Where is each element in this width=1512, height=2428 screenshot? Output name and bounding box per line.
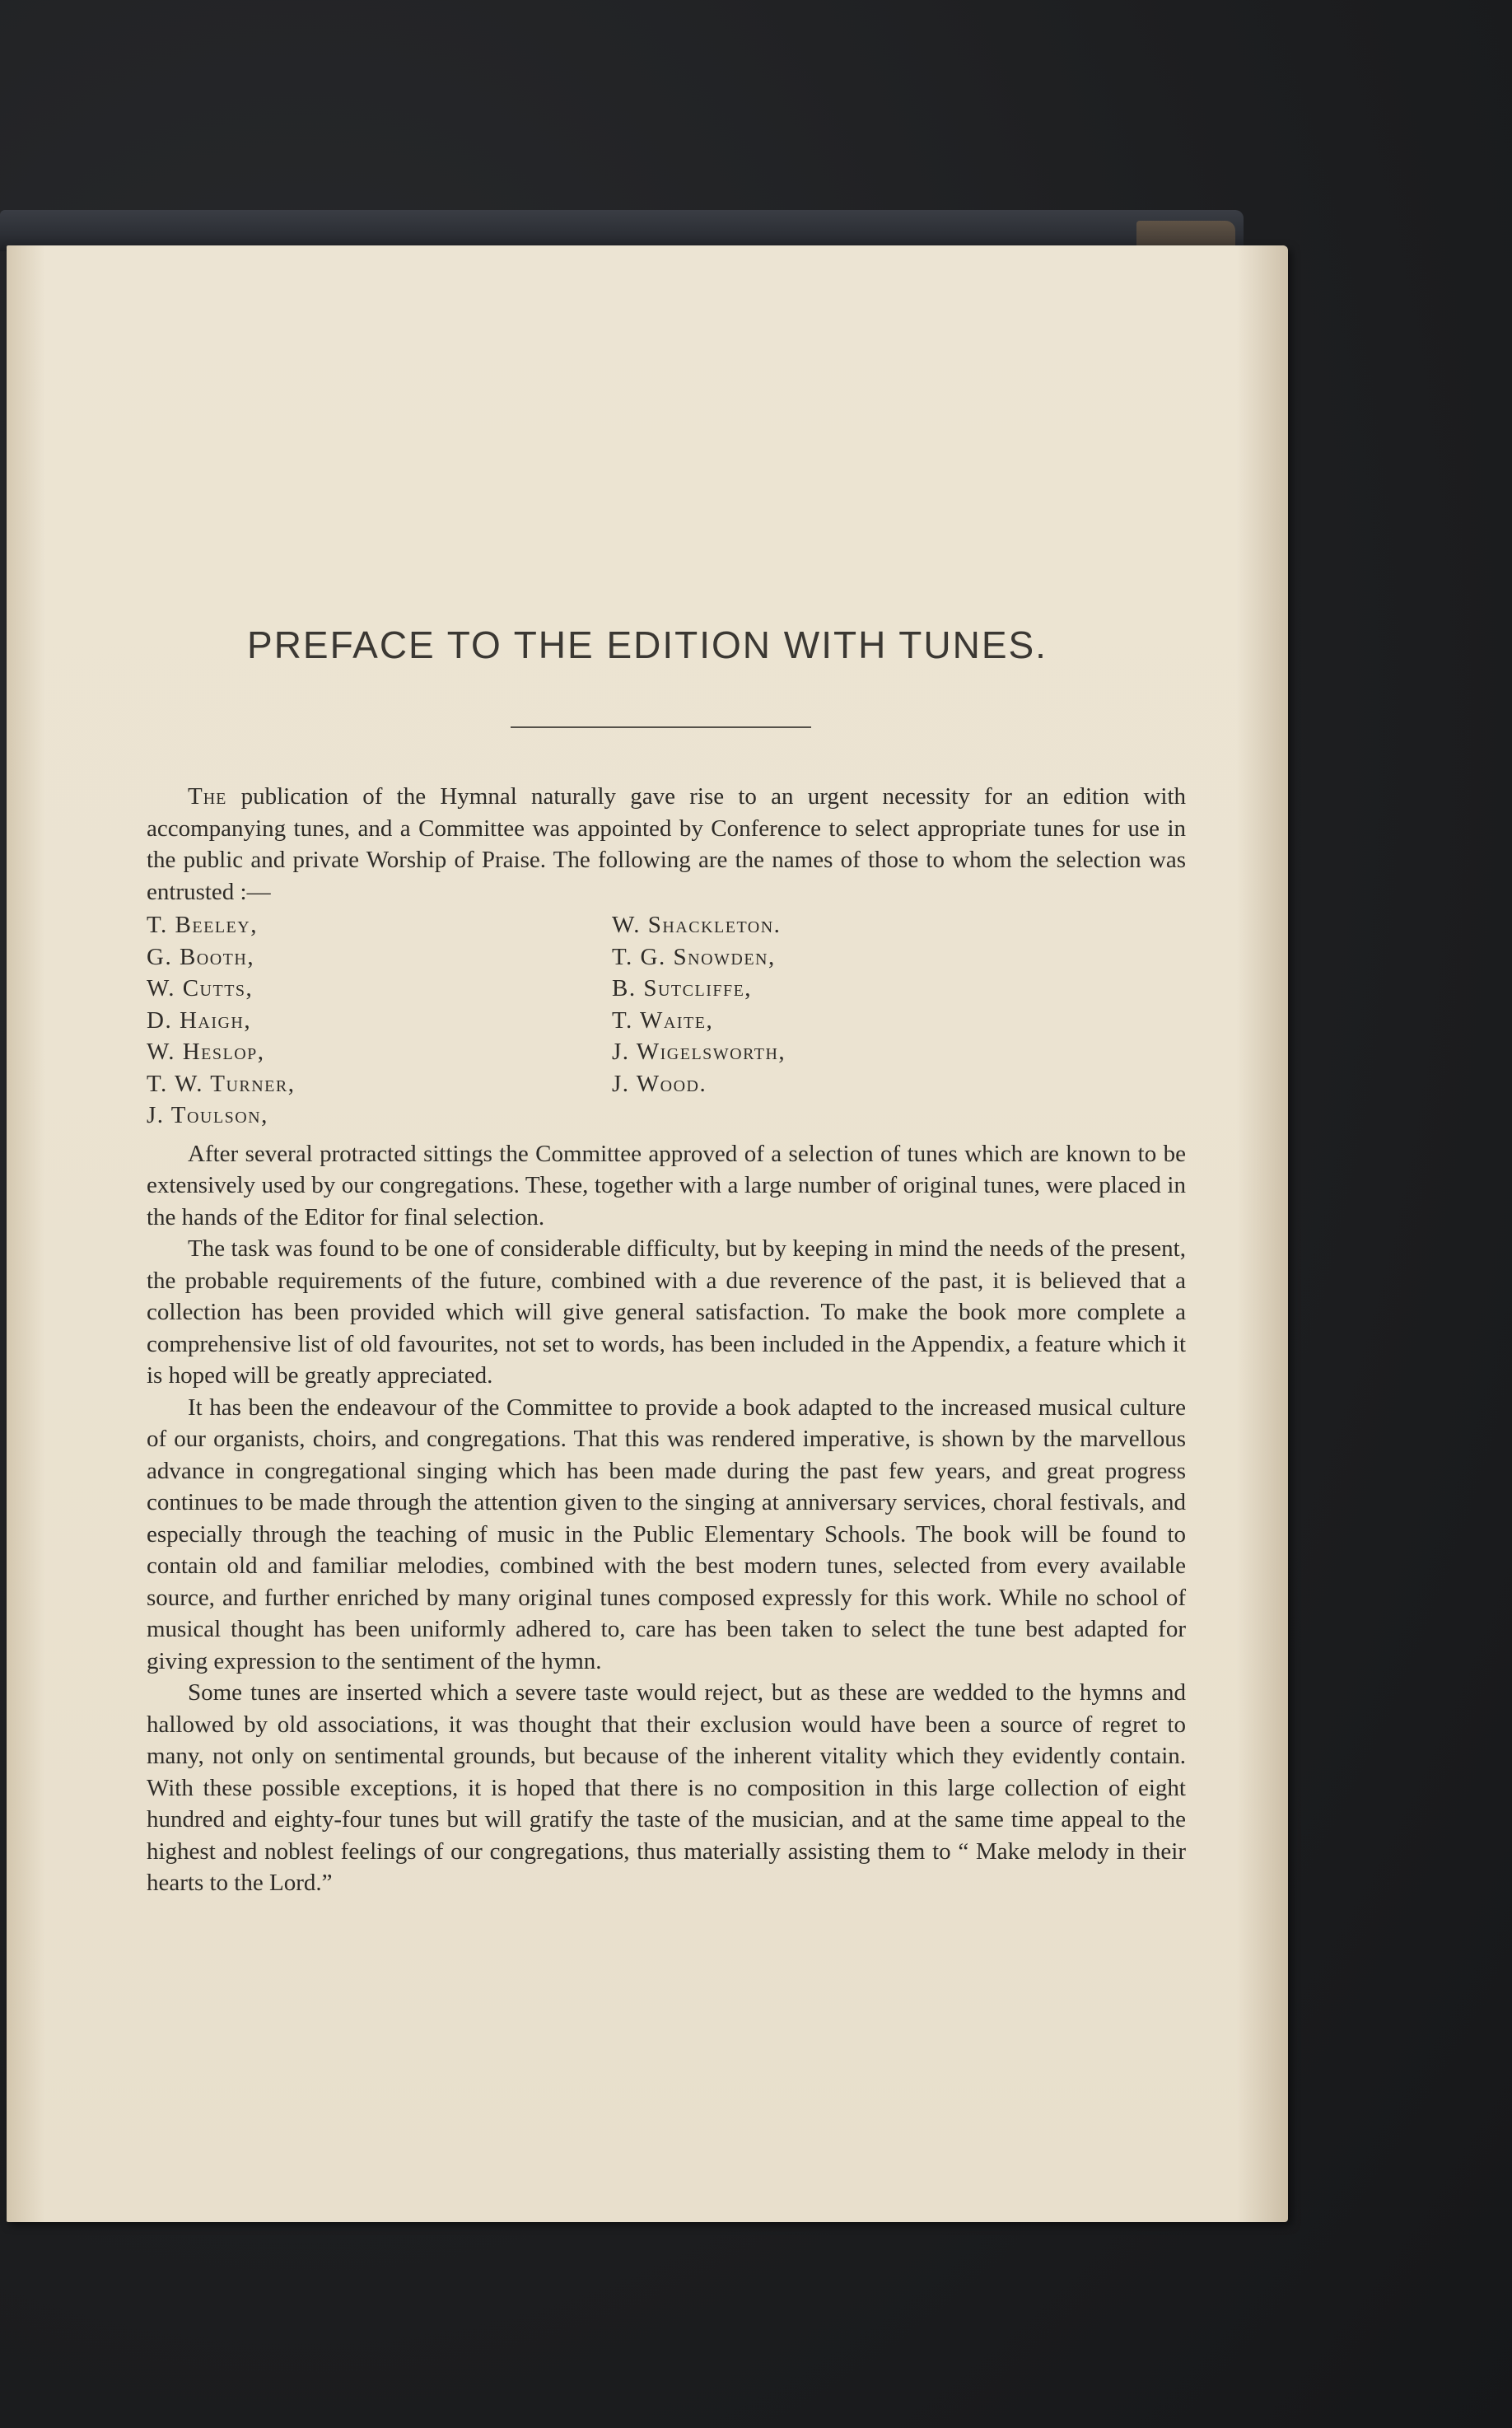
intro-paragraph [147,781,1186,908]
committee-member: G. Booth, [147,943,255,970]
committee-member: T. G. Snowden, [612,943,776,970]
intro-text: publication of the Hymnal naturally gave rise to an urgent necessity for an edition with accompanying tunes, and a Committee was appointed by Conference to select appropriate tunes for use in the public and private Worship of Praise. The following are the names of those to whom the selection was entrusted :— [147,783,1186,905]
book-spine-corner [1136,221,1235,245]
committee-member: D. Haigh, [147,1006,252,1034]
committee-member: J. Wood. [612,1070,707,1097]
body-paragraph: After several protracted sittings the Committee approved of a selection of tunes which are known to be extensively used by our congregations. These, together with a large number of original tunes, were placed in the hands of the Editor for final selection. [147,1140,1186,1230]
committee-member: B. Sutcliffe, [612,975,753,1002]
body-paragraph: It has been the endeavour of the Committee to provide a book adapted to the increased musical culture of our organists, choirs, and congregations. That this was rendered imperative, is shown by the marvellous advance in congregational singing which has been made during the past few years, and great progress continues to be made through the attention given to the singing at anniversary services, choral festivals, and especially through the teaching of music in the Public Elementary Schools. The book will be found to contain old and familiar melodies, combined with the best modern tunes, selected from every available source, and further enriched by many original tunes composed expressly for this work. While no school of musical thought has been uniformly adhered to, care has been taken to select the tune best adapted for giving expression to the sentiment of the hymn. [147,1394,1186,1674]
lead-word: The [188,783,227,810]
committee-column-left [147,909,612,1132]
committee-member: W. Cutts, [147,975,254,1002]
committee-member: T. Beeley, [147,912,258,938]
committee-member: J. Toulson, [147,1102,268,1128]
page-title: PREFACE TO THE EDITION WITH TUNES. [247,623,1048,666]
committee-member: T. Waite, [612,1006,714,1034]
book-page [7,245,1288,2222]
committee-column-right [612,909,941,1132]
preface-body [147,781,1186,1899]
committee-member: W. Heslop, [147,1039,265,1065]
title-divider [511,726,811,728]
body-paragraph: Some tunes are inserted which a severe taste would reject, but as these are wedded to the hymns and hallowed by old associations, it was thought that their exclusion would have been a source of regret to many, not only on sentimental grounds, but because of the inherent vitality which they evidently contain. With these possible exceptions, it is hoped that there is no composition in this large collection of eight hundred and eighty-four tunes but will gratify the taste of the musician, and at the same time appeal to the highest and noblest feelings of our congregations, thus materially assisting them to “ Make melody in their hearts to the Lord.” [147,1679,1186,1896]
committee-list [147,909,1186,1132]
committee-member: W. Shackleton. [612,912,782,938]
body-paragraph: The task was found to be one of considerable difficulty, but by keeping in mind the needs of the present, the probable requirements of the future, combined with a due reverence of the past, it is believed that a collection has been provided which will give general satisfaction. To make the book more complete a comprehensive list of old favourites, not set to words, has been included in the Appendix, a feature which it is hoped will be greatly appreciated. [147,1235,1186,1389]
committee-member: J. Wigelsworth, [612,1039,786,1065]
committee-member: T. W. Turner, [147,1070,296,1097]
